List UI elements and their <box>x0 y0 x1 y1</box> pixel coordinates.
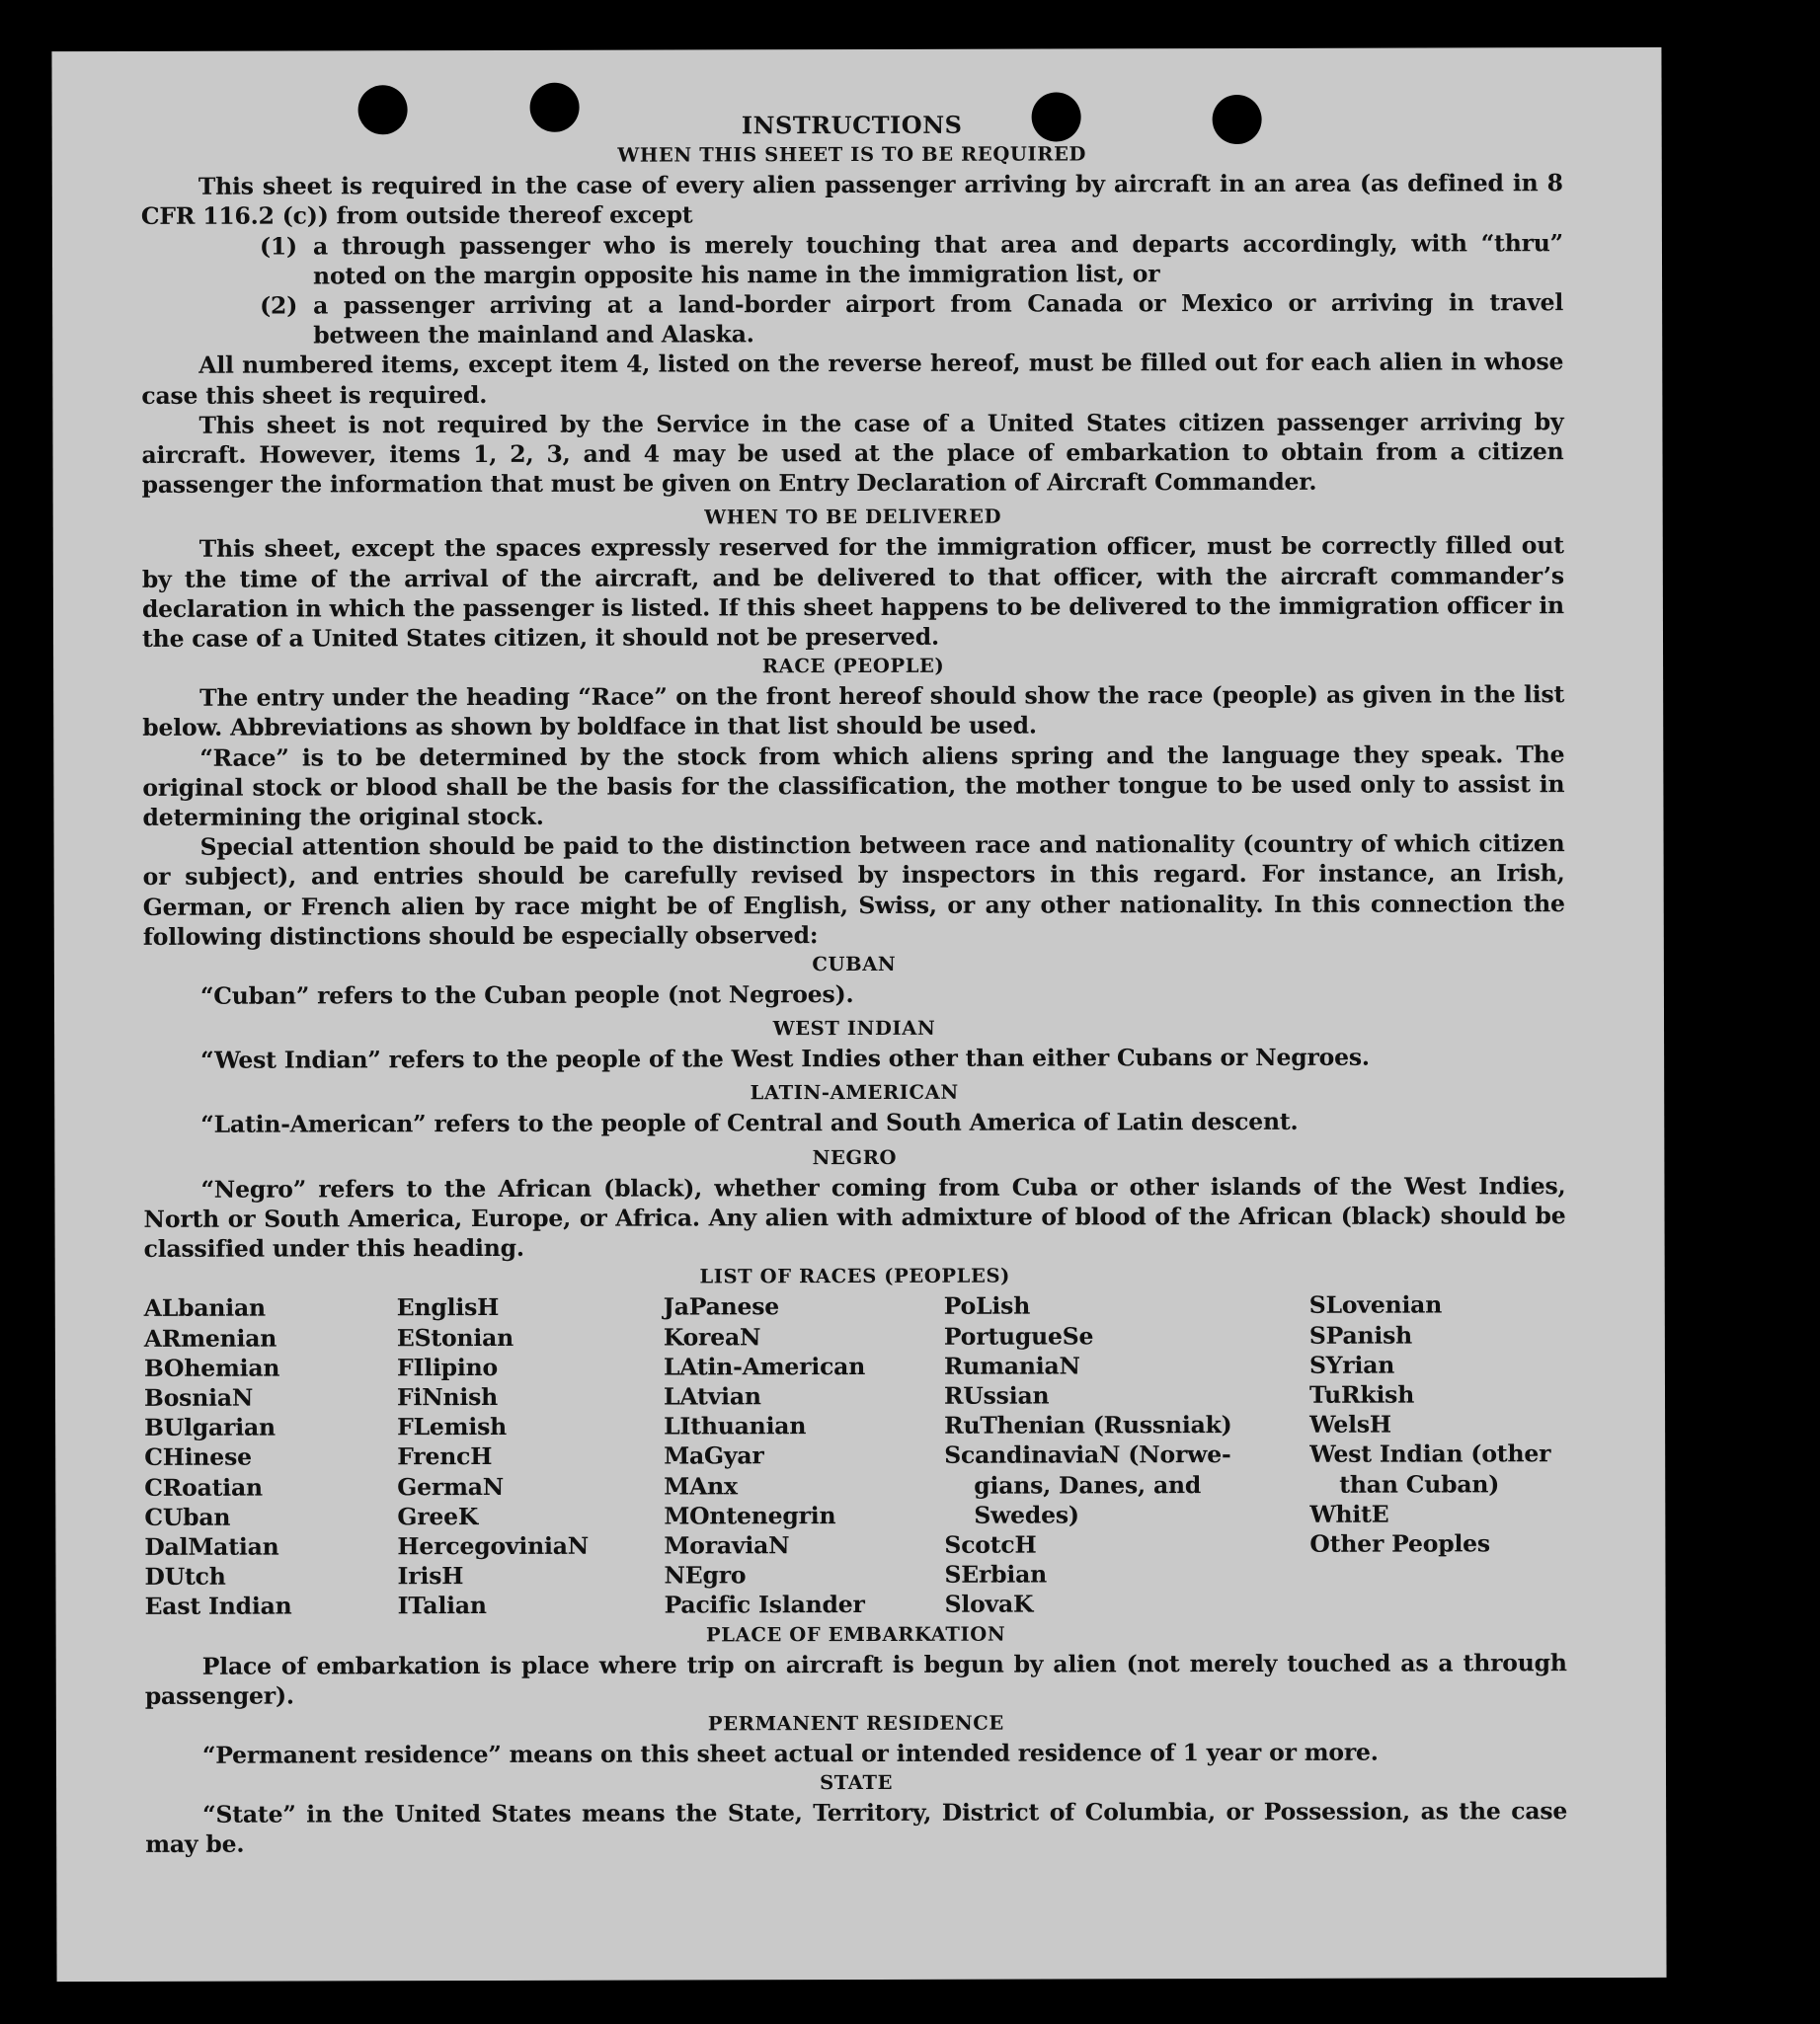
race-item: MoraviaN <box>664 1531 790 1560</box>
race-item: MAnx <box>664 1471 738 1501</box>
race-item: MOntenegrin <box>664 1501 836 1530</box>
heading-when-delivered: WHEN TO BE DELIVERED <box>704 506 1002 529</box>
race-para1: The entry under the heading “Race” on the front hereof should show the race (people) as given in the list below. Abbreviations as shown by boldface in that list should be used. <box>142 680 1565 742</box>
race-para3: Special attention should be paid to the distinction between race and nationality (country of which citizen or subject), and entries should be carefully revised by inspectors in this regard. For instance, an Irish, German, or French alien by race might be of English, Swiss, or any other nationality. In this connection the following distinctions should be especially observed: <box>142 829 1565 951</box>
race-item: DalMatian <box>144 1532 279 1561</box>
race-item: ITalian <box>397 1592 487 1620</box>
document-sheet <box>51 47 1666 1982</box>
race-para2: “Race” is to be determined by the stock from which aliens spring and the language they speak. The original stock or blood shall be the basis for the classification, the mother tongue to be used only to assist in determining the original stock. <box>142 740 1565 831</box>
exception-item <box>260 287 1563 350</box>
race-item: GermaN <box>397 1472 505 1501</box>
latin-american-text: “Latin-American” refers to the people of Central and South America of Latin descent. <box>200 1108 1299 1139</box>
race-item: FIlipino <box>396 1353 499 1381</box>
when-delivered-text: This sheet, except the spaces expressly reserved for the immigration officer, must be correctly filled out by the time of the arrival of the aircraft, and be delivered to that officer, with the aircraft commander’s declaration in which the passenger is listed. If this sheet happens to be delivered to the immigration officer in the case of a United States citizen, it should not be preserved. <box>141 531 1564 653</box>
race-item: PortugueSe <box>943 1321 1094 1351</box>
race-column <box>144 1293 398 1622</box>
place-of-embarkation-text: Place of embarkation is place where trip on aircraft is begun by alien (not merely touched as a through passenger). <box>144 1648 1567 1710</box>
when-required-para3: This sheet is not required by the Service in the case of a United States citizen passenger arriving by aircraft. However, items 1, 2, 3, and 4 may be used at the place of embarkation to obtain from a citizen passenger the information that must be given on Entry Declaration of Aircraft Commander. <box>141 407 1564 500</box>
race-item: Pacific Islander <box>664 1591 865 1619</box>
race-item: EnglisH <box>396 1293 500 1322</box>
race-item: EStonian <box>396 1323 514 1352</box>
heading-negro: NEGRO <box>812 1145 898 1169</box>
race-item: CUban <box>144 1503 231 1531</box>
race-item: WelsH <box>1309 1410 1391 1439</box>
heading-race: RACE (PEOPLE) <box>761 655 945 678</box>
race-item: LAtin-American <box>663 1352 866 1381</box>
race-item: WhitE <box>1309 1500 1389 1528</box>
race-item: SErbian <box>944 1560 1048 1589</box>
race-item: BOhemian <box>143 1354 280 1382</box>
race-item: DUtch <box>144 1562 226 1592</box>
exception-item-text: a passenger arriving at a land-border airport from Canada or Mexico or arriving in travel between the mainland and Alaska. <box>313 288 1564 350</box>
race-item: FiNnish <box>396 1382 499 1412</box>
exception-item-number: (2) <box>260 291 298 320</box>
race-item: BUlgarian <box>144 1413 276 1442</box>
race-item: ScandinaviaN (Norwe- <box>944 1440 1231 1470</box>
race-item: BosniaN <box>143 1383 254 1412</box>
heading-state: STATE <box>820 1771 894 1795</box>
west-indian-text: “West Indian” refers to the people of the West Indies other than either Cubans or Negroes. <box>200 1043 1370 1075</box>
race-item: SlovaK <box>944 1590 1034 1619</box>
heading-permanent-residence: PERMANENT RESIDENCE <box>707 1711 1004 1736</box>
race-item: FLemish <box>397 1413 508 1441</box>
race-item: MaGyar <box>664 1441 764 1470</box>
race-item: KoreaN <box>663 1322 761 1352</box>
exception-item-number: (1) <box>259 232 297 261</box>
permanent-residence-text: “Permanent residence” means on this sheet actual or intended residence of 1 year or more. <box>201 1738 1379 1769</box>
negro-text: “Negro” refers to the African (black), whether coming from Cuba or other islands of the West Indies, North or South America, Europe, or Africa. Any alien with admixture of blood of the African (black) should be classified under this heading. <box>143 1171 1566 1263</box>
race-item: Other Peoples <box>1309 1529 1490 1558</box>
race-item: SLovenian <box>1308 1290 1443 1320</box>
race-item: LIthuanian <box>664 1412 807 1440</box>
race-list <box>144 1289 1567 1621</box>
race-item-continuation: gians, Danes, and <box>974 1470 1202 1500</box>
race-column <box>664 1291 945 1620</box>
heading-when-required: WHEN THIS SHEET IS TO BE REQUIRED <box>617 142 1087 167</box>
race-item-continuation: Swedes) <box>974 1501 1079 1529</box>
race-item: LAtvian <box>663 1382 761 1411</box>
race-column <box>1309 1289 1567 1618</box>
race-item: SYrian <box>1308 1351 1395 1379</box>
race-item: CRoatian <box>144 1473 263 1502</box>
heading-latin-american: LATIN-AMERICAN <box>750 1081 959 1105</box>
race-item: GreeK <box>397 1502 479 1530</box>
race-item: IrisH <box>397 1562 464 1591</box>
heading-cuban: CUBAN <box>812 952 897 976</box>
race-item: FrencH <box>397 1442 493 1471</box>
race-item-continuation: than Cuban) <box>1339 1469 1500 1499</box>
cuban-text: “Cuban” refers to the Cuban people (not Negroes). <box>199 980 854 1010</box>
race-item: RumaniaN <box>943 1352 1080 1380</box>
race-item: West Indian (other <box>1309 1440 1551 1469</box>
race-item: NEgro <box>664 1561 747 1590</box>
race-item: RuThenian (Russniak) <box>944 1411 1232 1440</box>
race-column <box>397 1292 665 1621</box>
race-item: ARmenian <box>143 1324 277 1353</box>
heading-list-of-races: LIST OF RACES (PEOPLES) <box>699 1264 1010 1288</box>
race-item: PoLish <box>943 1291 1031 1321</box>
race-item: CHinese <box>144 1442 252 1472</box>
when-required-intro: This sheet is required in the case of every alien passenger arriving by aircraft in an area (as defined in 8 CFR 116.2 (c)) from outside thereof except <box>140 169 1563 231</box>
race-item: TuRkish <box>1308 1380 1415 1409</box>
state-text: “State” in the United States means the State, Territory, District of Columbia, or Possession, as the case may be. <box>145 1797 1568 1859</box>
page-title: INSTRUCTIONS <box>741 110 963 140</box>
race-item: RUssian <box>943 1381 1050 1410</box>
when-required-para2: All numbered items, except item 4, listed on the reverse hereof, must be filled out for each alien in whose case this sheet is required. <box>141 348 1564 410</box>
race-item: HercegoviniaN <box>397 1531 590 1561</box>
instructions-content <box>141 109 1568 1859</box>
heading-place-of-embarkation: PLACE OF EMBARKATION <box>705 1622 1006 1646</box>
exception-item <box>260 228 1563 291</box>
heading-west-indian: WEST INDIAN <box>772 1017 936 1041</box>
race-item: ALbanian <box>143 1293 266 1323</box>
race-item: SPanish <box>1308 1321 1413 1350</box>
race-item: JaPanese <box>663 1292 780 1321</box>
race-column <box>944 1290 1310 1619</box>
exception-item-text: a through passenger who is merely touching that area and departs accordingly, with “thru” noted on the margin opposite his name in the immigration list, or <box>312 228 1563 290</box>
race-item: East Indian <box>144 1592 292 1621</box>
race-item: ScotcH <box>944 1530 1037 1559</box>
